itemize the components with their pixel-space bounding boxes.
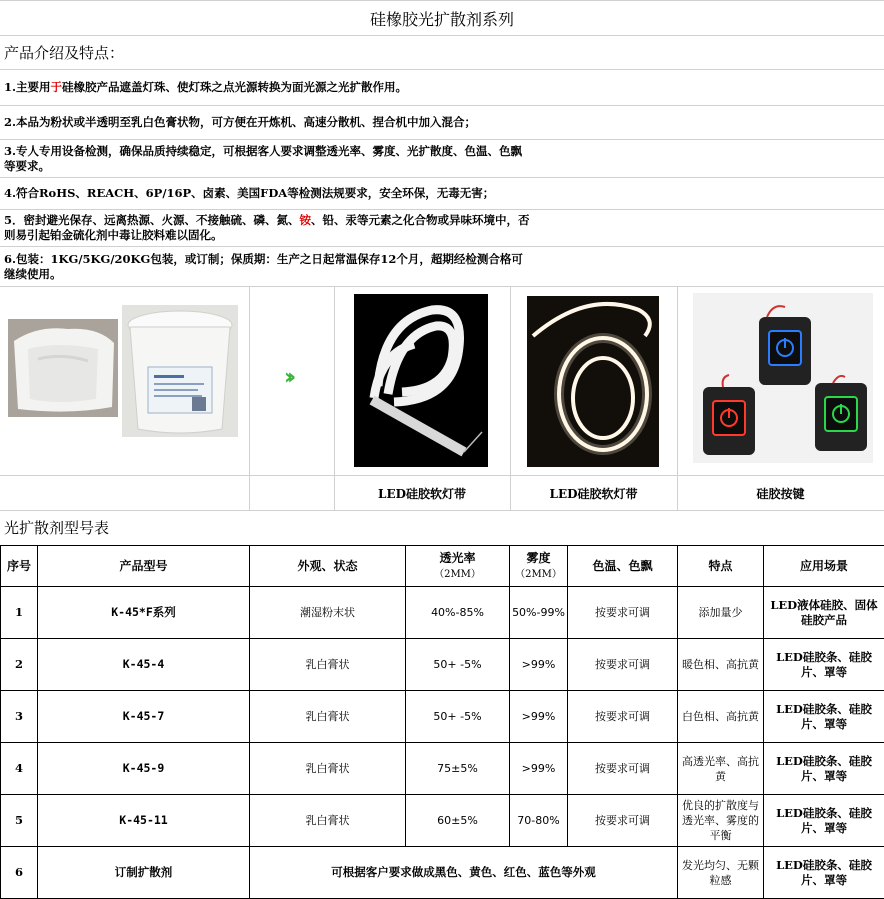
feature-6	[0, 247, 884, 287]
table-row	[1, 639, 884, 691]
cell-model: K-45-9	[38, 743, 250, 795]
cell-haze: 70-80%	[510, 795, 568, 847]
cell-haze: >99%	[510, 639, 568, 691]
col-header-transmittance	[406, 546, 510, 587]
feature-1	[0, 70, 884, 106]
feature-2	[0, 106, 884, 140]
col-header-feature: 特点	[678, 546, 764, 587]
paste-lump-image	[8, 319, 118, 417]
table-row	[1, 743, 884, 795]
cell-model: K-45*F系列	[38, 587, 250, 639]
cell-transmittance: 75±5%	[406, 743, 510, 795]
cell-application: LED液体硅胶、固体硅胶产品	[764, 587, 884, 639]
cell-no: 1	[1, 587, 38, 639]
feature-1-highlight: 于	[51, 80, 63, 94]
cell-haze: >99%	[510, 743, 568, 795]
col-header-appearance: 外观、状态	[250, 546, 406, 587]
col-header-no: 序号	[1, 546, 38, 587]
transmittance-label: 透光率	[439, 551, 475, 565]
feature-5-highlight: 铵	[300, 213, 312, 227]
cell-appearance: 乳白膏状	[250, 795, 406, 847]
cell-color-temp: 按要求可调	[568, 691, 678, 743]
cell-application: LED硅胶条、硅胶片、罩等	[764, 847, 884, 899]
cell-color-temp: 按要求可调	[568, 639, 678, 691]
cell-feature: 添加量少	[678, 587, 764, 639]
cell-application: LED硅胶条、硅胶片、罩等	[764, 691, 884, 743]
cell-transmittance: 40%-85%	[406, 587, 510, 639]
intro-heading: 产品介绍及特点：	[0, 36, 884, 70]
cell-application: LED硅胶条、硅胶片、罩等	[764, 743, 884, 795]
led-strip-image-2	[527, 296, 659, 467]
feature-4-text: 4.符合RoHS、REACH、6P/16P、卤素、美国FDA等检测法规要求，安全环保，无毒无害；	[4, 186, 494, 200]
feature-3-text: 3.专人专用设备检测，确保品质持续稳定，可根据客人要求调整透光率、雾度、光扩散度、色温、色飘等要求。	[4, 144, 522, 173]
silicone-key-image	[693, 293, 873, 463]
cell-no: 5	[1, 795, 38, 847]
table-header-row	[1, 546, 884, 587]
cell-haze: 50%-99%	[510, 587, 568, 639]
bucket-image	[122, 305, 238, 437]
feature-1-text: 1.主要用	[4, 80, 51, 94]
cell-custom-description: 可根据客户要求做成黑色、黄色、红色、蓝色等外观	[250, 847, 678, 899]
cell-color-temp: 按要求可调	[568, 587, 678, 639]
feature-5	[0, 210, 884, 247]
product-image-strip	[0, 287, 884, 511]
haze-unit: （2MM）	[515, 569, 562, 580]
cell-appearance: 潮湿粉末状	[250, 587, 406, 639]
cell-feature: 优良的扩散度与透光率、雾度的平衡	[678, 795, 764, 847]
table-heading: 光扩散剂型号表	[0, 510, 884, 545]
table-row	[1, 795, 884, 847]
col-header-haze	[510, 546, 568, 587]
cell-appearance: 乳白膏状	[250, 639, 406, 691]
cell-no: 3	[1, 691, 38, 743]
feature-2-text: 2.本品为粉状或半透明至乳白色膏状物，可方便在开炼机、高速分散机、捏合机中加入混合；	[4, 115, 476, 129]
cell-feature: 白色相、高抗黄	[678, 691, 764, 743]
cell-model: 订制扩散剂	[38, 847, 250, 899]
cell-model: K-45-11	[38, 795, 250, 847]
led-strip-image-1	[354, 294, 488, 467]
feature-3	[0, 140, 884, 178]
cell-color-temp: 按要求可调	[568, 743, 678, 795]
haze-label: 雾度	[526, 551, 550, 565]
feature-1-text-end: 硅橡胶产品遮盖灯珠、使灯珠之点光源转换为面光源之光扩散作用。	[62, 80, 407, 94]
cell-model: K-45-7	[38, 691, 250, 743]
cell-model: K-45-4	[38, 639, 250, 691]
cell-no: 6	[1, 847, 38, 899]
col-header-color-temp: 色温、色飘	[568, 546, 678, 587]
cell-application: LED硅胶条、硅胶片、罩等	[764, 639, 884, 691]
col-header-application: 应用场景	[764, 546, 884, 587]
cell-application: LED硅胶条、硅胶片、罩等	[764, 795, 884, 847]
caption-led-strip-1: LED硅胶软灯带	[334, 476, 510, 510]
feature-6-text: 6.包装：1KG/5KG/20KG包装，或订制；保质期：生产之日起常温保存12个月，超期经检测合格可继续使用。	[4, 252, 523, 281]
cell-appearance: 乳白膏状	[250, 743, 406, 795]
page-title: 硅橡胶光扩散剂系列	[0, 0, 884, 36]
divider	[249, 287, 250, 510]
cell-haze: >99%	[510, 691, 568, 743]
cell-transmittance: 60±5%	[406, 795, 510, 847]
transmittance-unit: （2MM）	[434, 569, 481, 580]
cell-feature: 暖色相、高抗黄	[678, 639, 764, 691]
cell-transmittance: 50+ -5%	[406, 691, 510, 743]
model-table	[0, 545, 884, 899]
table-row-custom	[1, 847, 884, 899]
cell-feature: 发光均匀、无颗粒感	[678, 847, 764, 899]
col-header-model: 产品型号	[38, 546, 250, 587]
cell-appearance: 乳白膏状	[250, 691, 406, 743]
feature-5-text: 5．密封避光保存、远离热源、火源、不接触硫、磷、氮、	[4, 213, 300, 227]
caption-led-strip-2: LED硅胶软灯带	[510, 476, 677, 510]
double-chevron-right-icon: ››	[284, 365, 290, 390]
cell-color-temp: 按要求可调	[568, 795, 678, 847]
table-row	[1, 691, 884, 743]
cell-no: 4	[1, 743, 38, 795]
feature-4	[0, 178, 884, 210]
cell-feature: 高透光率、高抗黄	[678, 743, 764, 795]
feature-5-text-end: 、铅、汞等元素之化合物或异味环境中，否则易引起铂金硫化剂中毒让胶料难以固化。	[4, 213, 530, 242]
cell-no: 2	[1, 639, 38, 691]
cell-transmittance: 50+ -5%	[406, 639, 510, 691]
table-row	[1, 587, 884, 639]
caption-silicone-key: 硅胶按键	[677, 476, 884, 510]
